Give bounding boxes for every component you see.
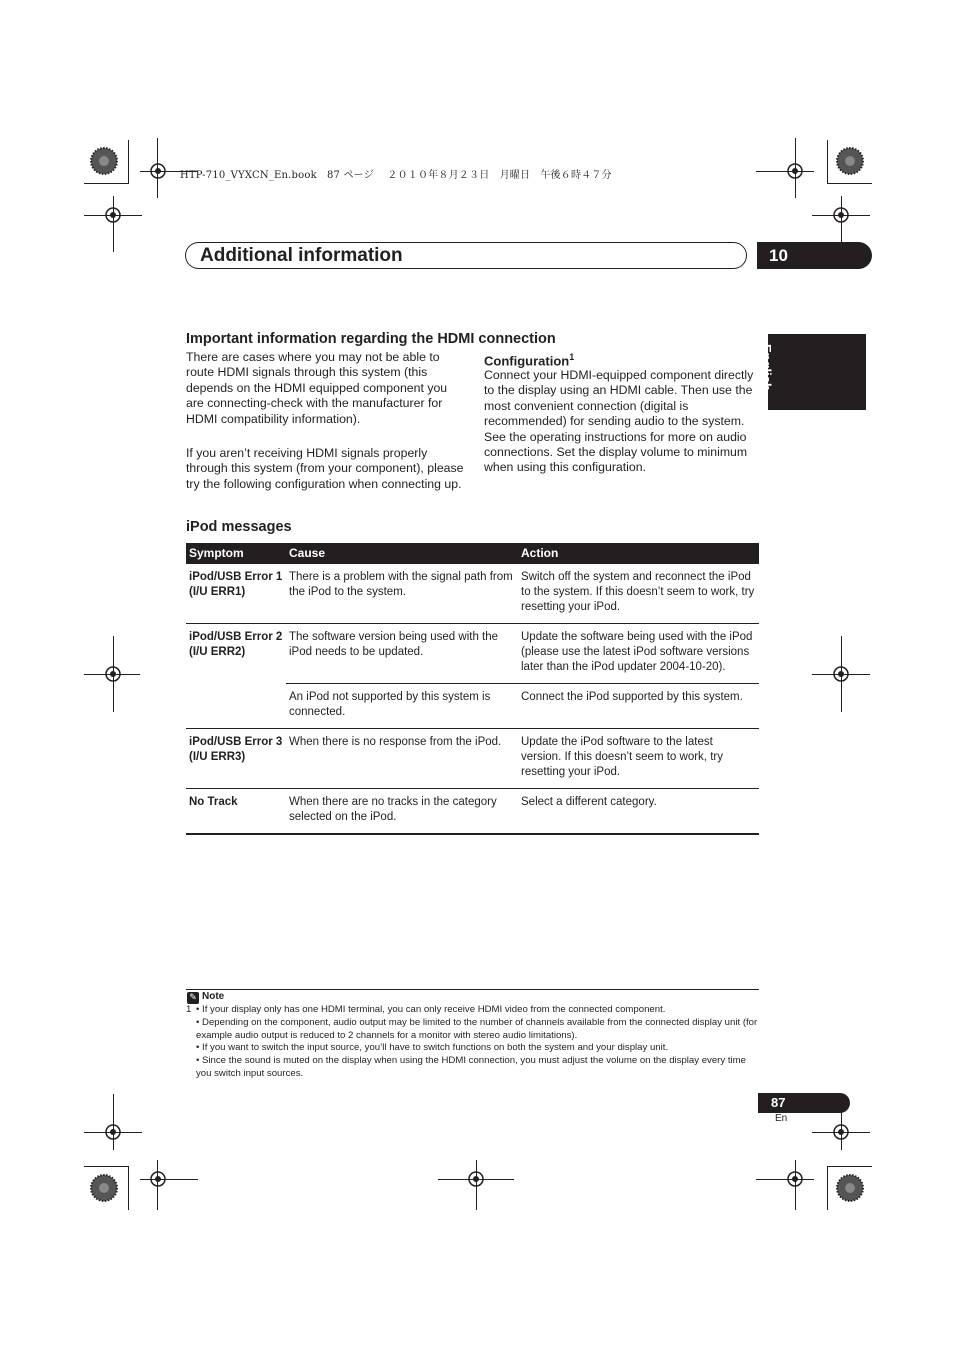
column-header-cause: Cause: [286, 543, 518, 564]
print-slug-kana: ページ: [343, 170, 374, 181]
registration-target-icon: [147, 1168, 169, 1190]
column-header-symptom: Symptom: [186, 543, 286, 564]
registration-target-icon: [830, 663, 852, 685]
cause-cell: When there is no response from the iPod.: [286, 729, 518, 789]
configuration-text: Connect your HDMI-equipped component directly to the display using an HDMI cable. Then use the most convenient connection (digital is recommended) for sending audio to the system. See the operating instructions for more on audio connections. Set the display volume to minimum when using this configuration.: [484, 368, 754, 475]
symptom-cell: iPod/USB Error 2 (I/U ERR2): [189, 631, 283, 658]
table-row: [186, 729, 759, 789]
note-number: 1: [186, 1004, 192, 1015]
action-cell: Connect the iPod supported by this system.: [518, 684, 759, 729]
registration-target-icon: [102, 663, 124, 685]
language-tab-label: English: [759, 344, 774, 391]
crop-line: [128, 140, 129, 184]
ipod-section-heading: iPod messages: [186, 519, 292, 535]
chapter-number-badge: 10: [757, 242, 872, 269]
cause-cell: An iPod not supported by this system is connected.: [286, 684, 518, 729]
color-wheel-icon: [89, 146, 119, 176]
note-item-1: • If your display only has one HDMI terminal, you can only receive HDMI video from the connected component.: [196, 1004, 666, 1015]
action-cell: Select a different category.: [518, 789, 759, 835]
table-row: [186, 564, 759, 624]
symptom-cell: [186, 684, 286, 729]
note-item-3: • If you want to switch the input source, you’ll have to switch functions on both the system and your display unit.: [196, 1042, 669, 1053]
ipod-messages-table: [186, 543, 759, 835]
page-language-code: En: [775, 1113, 788, 1124]
registration-target-icon: [784, 160, 806, 182]
cause-cell: There is a problem with the signal path from the iPod to the system.: [286, 564, 518, 624]
symptom-cell: iPod/USB Error 1 (I/U ERR1): [186, 564, 286, 624]
hdmi-paragraph-1: There are cases where you may not be able to route HDMI signals through this system (this depends on the HDMI equipped component you are connecting-check with the manufacturer for HDMI compatibility information).: [186, 350, 448, 426]
symptom-cell: No Track: [186, 789, 286, 835]
table-row: [186, 789, 759, 835]
color-wheel-icon: [89, 1173, 119, 1203]
print-slug-file: HTP-710_VYXCN_En.book: [180, 170, 317, 181]
crop-line: [128, 1166, 129, 1210]
crop-line: [828, 183, 872, 184]
print-slug-datetime: ２０１０年８月２３日 月曜日 午後６時４７分: [387, 170, 612, 181]
page-number: 87: [758, 1093, 850, 1113]
action-cell: Update the software being used with the iPod (please use the latest iPod software versions later than the iPod updater 2004-10-20).: [518, 624, 759, 684]
language-tab: [759, 334, 866, 410]
footnote-ref: 1: [569, 352, 575, 362]
crop-line: [84, 1166, 128, 1167]
cause-cell: The software version being used with the iPod needs to be updated.: [286, 624, 518, 684]
registration-target-icon: [147, 160, 169, 182]
registration-target-icon: [784, 1168, 806, 1190]
configuration-heading-text: Configuration: [484, 353, 570, 369]
note-pencil-icon: ✎: [187, 992, 199, 1004]
hdmi-paragraph-2: If you aren’t receiving HDMI signals properly through this system (from your component), please try the following configuration when connecting up.: [186, 446, 464, 491]
action-cell: Update the iPod software to the latest version. If this doesn’t seem to work, try resetting your iPod.: [518, 729, 759, 789]
table-row: [186, 684, 759, 729]
registration-target-icon: [465, 1168, 487, 1190]
note-item-4: • Since the sound is muted on the display when using the HDMI connection, you must adjust the volume on the display every time you switch input sources.: [196, 1055, 746, 1079]
crop-line: [827, 1166, 828, 1210]
hdmi-section-heading: Important information regarding the HDMI connection: [186, 331, 556, 347]
table-row: [186, 624, 759, 684]
registration-target-icon: [830, 1121, 852, 1143]
cause-cell: When there are no tracks in the category selected on the iPod.: [286, 789, 518, 835]
page-title: Additional information: [200, 245, 403, 266]
configuration-heading: [484, 349, 574, 369]
crop-line: [827, 140, 828, 184]
note-label: Note: [202, 991, 225, 1002]
registration-target-icon: [102, 1121, 124, 1143]
registration-target-icon: [830, 204, 852, 226]
column-header-action: Action: [518, 543, 759, 564]
color-wheel-icon: [835, 1173, 865, 1203]
color-wheel-icon: [835, 146, 865, 176]
crop-line: [828, 1166, 872, 1167]
action-cell: Switch off the system and reconnect the iPod to the system. If this doesn’t seem to work, try resetting your iPod.: [518, 564, 759, 624]
symptom-cell: iPod/USB Error 3 (I/U ERR3): [186, 729, 286, 789]
table-header-row: [186, 543, 759, 564]
registration-target-icon: [102, 204, 124, 226]
note-item-2: • Depending on the component, audio output may be limited to the number of channels available from the connected display unit (for example audio output is reduced to 2 channels for a monitor with stereo audio limitations).: [196, 1017, 758, 1041]
note-divider: [186, 989, 759, 990]
print-slug: [180, 166, 612, 181]
print-slug-page: 87: [326, 170, 341, 181]
crop-line: [84, 183, 128, 184]
